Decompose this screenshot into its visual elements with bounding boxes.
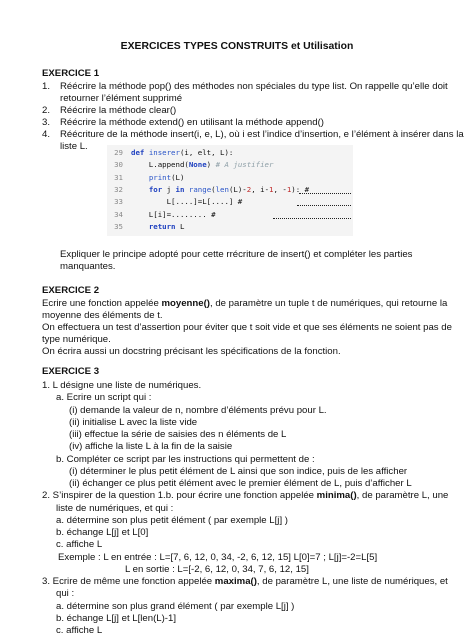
ex3-line: b. échange L[j] et L[len(L)-1]: [56, 612, 176, 624]
function-name: moyenne(): [161, 298, 210, 309]
code-line: [107, 222, 353, 232]
ex3-line: (iv) affiche la liste L à la fin de la saisie: [69, 441, 233, 453]
code-line-number: 30: [114, 160, 123, 170]
code-token: # A justifier: [215, 160, 274, 170]
ex1-item-1-text-cont: retourner l’élément supprimé: [60, 93, 183, 104]
code-line: [107, 173, 353, 183]
ex2-line: [42, 322, 452, 334]
ex2-line: [42, 346, 341, 358]
ex2-line: [42, 334, 111, 346]
code-token: L[....]=L[....] #: [131, 197, 243, 207]
ex1-item-2-number: 2.: [42, 105, 51, 116]
ex1-item-4-number: 4.: [42, 129, 51, 140]
ex2-line-part: On écrira aussi un docstring précisant les spécifications de la fonction.: [42, 346, 341, 357]
code-line: [107, 148, 353, 158]
ex1-item-2-text: Réécrire la méthode clear(): [60, 105, 177, 116]
ex2-line-part: moyenne des éléments de t.: [42, 310, 163, 321]
code-line-number: 32: [114, 184, 123, 194]
fill-in-blank: [297, 205, 351, 206]
code-token: (L): [171, 172, 185, 182]
code-token: (L)-: [228, 184, 247, 194]
ex1-item-1-number: 1.: [42, 81, 51, 92]
ex3-line: a. Ecrire un script qui :: [56, 392, 152, 404]
ex2-line: [42, 310, 163, 322]
ex2-line: [42, 298, 447, 310]
code-token: return: [148, 221, 180, 231]
ex3-line: Exemple : L en entrée : L=[7, 6, 12, 0, 34, -2, 6, 12, 15] L[0]=7 ; L[j]=-2=L[5]: [58, 551, 378, 563]
ex2-line-part: Ecrire une fonction appelée: [42, 298, 162, 309]
fill-in-blank: [273, 218, 351, 219]
exercice-2-heading: EXERCICE 2: [42, 285, 100, 296]
code-token: [131, 185, 149, 194]
code-token: [131, 173, 149, 182]
code-token: , -: [273, 184, 287, 194]
code-token: for: [148, 184, 167, 194]
code-snippet: [107, 145, 353, 236]
ex3-line: c. affiche L: [56, 539, 103, 551]
code-token: def: [131, 148, 149, 157]
ex3-line: a. détermine son plus petit élément ( par exemple L[j] ): [56, 514, 288, 526]
ex3-line: b. échange L[j] et L[0]: [56, 527, 149, 538]
code-line-number: 31: [114, 172, 123, 182]
ex3-line: b. Compléter ce script par les instructions qui permettent de :: [56, 453, 315, 465]
ex3-line: liste de numériques, et qui :: [56, 502, 174, 514]
code-line: [107, 160, 353, 170]
ex3-line: qui :: [56, 588, 75, 600]
code-token: 1: [269, 184, 274, 194]
ex3-line: L en sortie : L=[-2, 6, 12, 0, 34, 7, 6, 12, 15]: [125, 563, 309, 575]
ex3-line: a. détermine son plus grand élément ( par exemple L[j] ): [56, 600, 295, 612]
document-title: EXERCICES TYPES CONSTRUITS et Utilisation: [120, 41, 354, 52]
code-token: range: [188, 184, 212, 194]
ex3-line: (ii) échanger ce plus petit élément avec le premier élément de L, puis d’afficher L: [69, 478, 412, 489]
code-line-number: 33: [114, 197, 123, 207]
function-name: maxima(): [214, 576, 257, 587]
ex3-line-part: , de paramètre L, une liste de numériques, et: [256, 576, 448, 587]
code-token: ): #: [291, 184, 310, 194]
ex3-line: 1. L désigne une liste de numériques.: [42, 380, 202, 391]
ex2-line-part: On effectuera un test d’assertion pour éviter que t soit vide et que ses éléments ne soient pas de: [42, 322, 452, 333]
ex1-instruction: Expliquer le principe adopté pour cette rrécriture de insert() et compléter les parties: [60, 249, 413, 260]
code-line-number: 35: [114, 221, 123, 231]
ex2-line-part: , de paramètre un tuple t de numériques, qui retourne la: [209, 298, 448, 309]
function-name: minima(): [316, 490, 357, 502]
ex1-item-3-number: 3.: [42, 117, 51, 128]
code-line-number: 29: [114, 148, 123, 157]
code-line-number: 34: [114, 209, 123, 219]
ex3-line: (i) demande la valeur de n, nombre d’éléments prévu pour L.: [69, 404, 327, 416]
ex1-instruction-cont: manquantes.: [60, 261, 116, 272]
code-token: (i, elt, L):: [179, 148, 234, 157]
ex3-line: [42, 576, 448, 588]
ex3-line-part: 3. Ecrire de même une fonction appelée: [42, 576, 215, 587]
code-token: L: [179, 221, 185, 231]
ex3-line: (ii) initialise L avec la liste vide: [69, 416, 198, 428]
code-token: L.append(: [131, 160, 189, 170]
ex1-item-3-text: Réécrire la méthode extend() en utilisant la méthode append(): [60, 117, 324, 128]
code-token: print: [148, 172, 172, 182]
code-token: 1: [286, 184, 292, 194]
code-token: [131, 222, 149, 231]
fill-in-blank: [299, 193, 351, 194]
code-token: None: [188, 160, 207, 170]
ex3-line: (iii) effectue la série de saisies des n éléments de L: [69, 429, 287, 440]
code-token: (: [211, 184, 216, 194]
code-token: 2: [246, 184, 252, 194]
code-token: in: [175, 184, 189, 194]
code-token: j: [166, 184, 176, 194]
exercice-1-heading: EXERCICE 1: [42, 68, 100, 79]
code-token: inserer: [148, 148, 180, 157]
ex3-line-part: 2. S’inspirer de la question 1.b. pour écrire une fonction appelée: [42, 490, 317, 502]
ex3-line: [42, 490, 448, 502]
ex3-line: (i) déterminer le plus petit élément de L ainsi que son indice, puis de les afficher: [69, 465, 408, 477]
code-token: ): [206, 160, 216, 170]
code-token: len: [215, 184, 229, 194]
ex1-item-4-text-cont: liste L.: [60, 141, 88, 152]
ex1-item-1-text: Réécrire la méthode pop() des méthodes non spéciales du type list. On rappelle qu’elle doit: [60, 81, 448, 92]
exercice-3-heading: EXERCICE 3: [42, 366, 100, 377]
code-token: , i-: [251, 184, 270, 194]
ex1-item-4-text: Réécriture de la méthode insert(i, e, L), où i est l’indice d’insertion, e l’élément à insérer dans la: [60, 129, 464, 140]
ex2-line-part: type numérique.: [42, 334, 111, 345]
ex3-line-part: , de paramètre L, une: [356, 490, 449, 502]
code-token: L[i]=........ #: [131, 209, 216, 219]
ex3-line: c. affiche L: [56, 625, 103, 636]
